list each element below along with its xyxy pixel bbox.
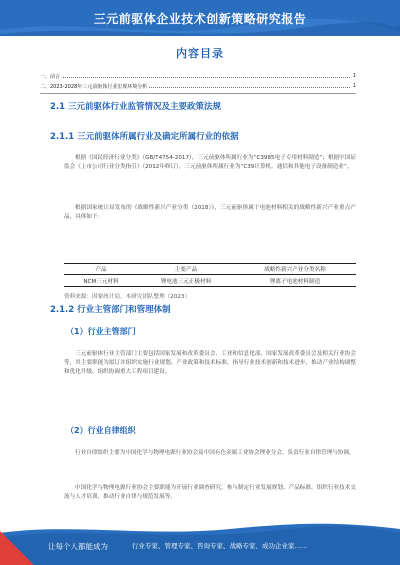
- toc-dot-leader: [40, 77, 350, 78]
- body-paragraph: 中国化学与物理电源行业协会主要职能为开展行业调查研究，参与制定行业发展规划、产品标准，组织行业技术交流与人才培训，推动行业自律与规范发展等。: [64, 485, 356, 500]
- table-header-cell: 战略性新兴产业分类名称: [234, 264, 356, 275]
- footer-slogan: 行业专家、管理专家、咨询专家、战略专家、成功企业家……: [132, 542, 308, 550]
- page-header: [0, 0, 400, 36]
- body-paragraph: 根据国家统计局发布的《战略性新兴产业分类（2018）》，三元前驱体属于电池材料相关的战略性新兴产业重点产品，具体如下：: [64, 205, 356, 220]
- subheading-regulator: （1）行业主管部门: [66, 327, 136, 336]
- report-title: 三元前驱体企业技术创新策略研究报告: [93, 12, 307, 26]
- table-row: [64, 275, 356, 287]
- toc-entry-page: 1: [352, 73, 356, 79]
- body-paragraph: 三元前驱体行业主管部门主要包括国家发展和改革委员会、工业和信息化部、国家发展改革委员会及相关行业协会等，其主要职能为拟订并组织实施行业规划、产业政策和技术标准，指导行业技术创新和技术进步，推动产业结构调整和优化升级，组织协调重大工程项目建设。: [64, 351, 356, 375]
- industry-classification-table: [64, 263, 356, 287]
- table-header-row: [64, 264, 356, 275]
- toc-entry-page: 1: [352, 83, 356, 89]
- table-cell: NCM三元材料: [64, 275, 138, 287]
- section-heading-2-1-2: 2.1.2 行业主管部门和管理体制: [50, 305, 171, 315]
- table-header-cell: 主要产品: [138, 264, 234, 275]
- toc-title: 内容目录: [176, 47, 224, 60]
- section-heading-2-1-1: 2.1.1 三元前驱体所属行业及确定所属行业的依据: [50, 132, 239, 142]
- table-header-cell: 产品: [64, 264, 138, 275]
- toc-entry-label: 一、前言: [40, 74, 61, 80]
- subheading-self-regulation: （2）行业自律组织: [66, 426, 136, 435]
- table-source-note: 资料来源：国家统计局，本研究团队整理（2023）: [64, 294, 191, 300]
- toc-entry-label: 二、2023-2028年三元前驱体行业宏观环境分析: [40, 84, 148, 90]
- footer-tagline: 让每个人都能成为: [48, 542, 108, 551]
- page-footer: [0, 523, 400, 565]
- toc-entry-preface[interactable]: [40, 73, 356, 83]
- body-paragraph: 根据《国民经济行业分类》（GB/T4754-2017），三元前驱体所属行业为“C3985电子专用材料制造”；根据中国证监会《上市公司行业分类指引》（2012年修订），三元前驱体所属行业为“C39计算机、通信和其他电子设备制造业”。: [64, 155, 356, 170]
- toc-entry-macro-environment[interactable]: [40, 83, 356, 93]
- toc-divider: [40, 93, 356, 94]
- body-paragraph: 行业自律组织主要为中国化学与物理电源行业协会及中国有色金属工业协会锂业分会，负责行业自律管理与协调。: [75, 450, 355, 456]
- table-cell: 锂离子电池材料制造: [234, 275, 356, 287]
- table-cell: 锂电池三元正极材料: [138, 275, 234, 287]
- section-heading-2-1: 2.1 三元前驱体行业监管情况及主要政策法规: [50, 102, 222, 112]
